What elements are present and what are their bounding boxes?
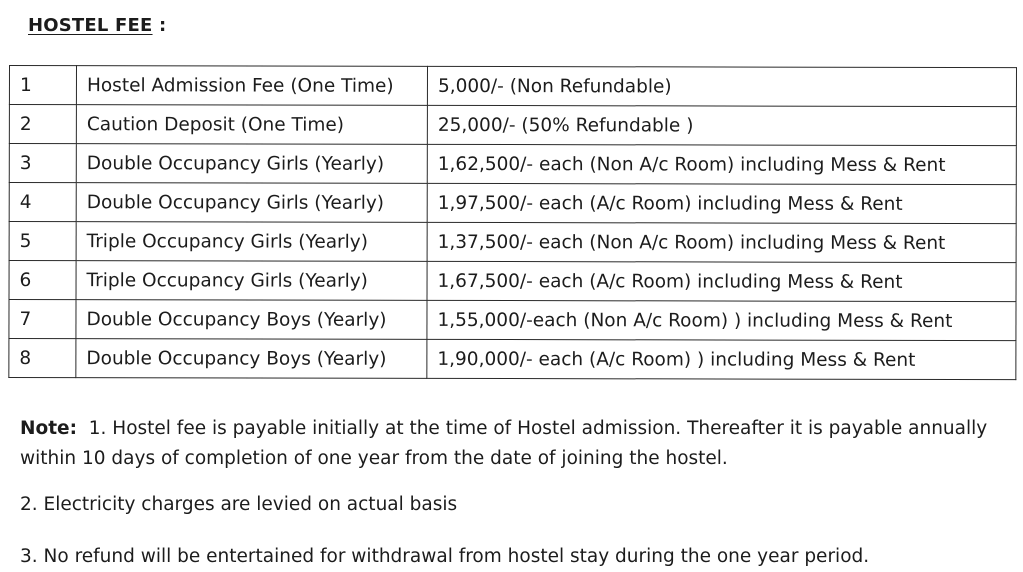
note-label: Note: bbox=[20, 418, 77, 439]
table-row bbox=[9, 300, 1016, 341]
table-row bbox=[9, 339, 1016, 380]
fee-amount: 5,000/- (Non Refundable) bbox=[427, 66, 1016, 106]
serial-number: 8 bbox=[9, 339, 76, 378]
fee-item: Double Occupancy Boys (Yearly) bbox=[76, 300, 427, 340]
table-row bbox=[9, 105, 1016, 146]
note-point-3: 3. No refund will be entertained for withdrawal from hostel stay during the one year period. bbox=[20, 546, 870, 567]
fee-item: Hostel Admission Fee (One Time) bbox=[76, 66, 427, 106]
note-point-1: 1. Hostel fee is payable initially at the time of Hostel admission. Thereafter it is payable annually within 10 days of completion of one year from the date of joining the hostel. bbox=[20, 418, 988, 469]
serial-number: 5 bbox=[9, 222, 76, 261]
page-heading bbox=[28, 15, 166, 36]
fee-amount: 1,97,500/- each (A/c Room) including Mess & Rent bbox=[427, 183, 1016, 223]
note-paragraph bbox=[20, 414, 1010, 474]
fee-item: Triple Occupancy Girls (Yearly) bbox=[76, 222, 427, 262]
title-colon: : bbox=[152, 15, 167, 36]
serial-number: 7 bbox=[9, 300, 76, 339]
fee-amount: 1,62,500/- each (Non A/c Room) including Mess & Rent bbox=[427, 144, 1016, 184]
fee-amount: 1,55,000/-each (Non A/c Room) ) including Mess & Rent bbox=[427, 300, 1016, 340]
serial-number: 2 bbox=[9, 105, 76, 144]
serial-number: 1 bbox=[9, 66, 76, 105]
table-row bbox=[9, 66, 1016, 107]
fee-amount: 1,90,000/- each (A/c Room) ) including Mess & Rent bbox=[427, 339, 1016, 379]
fee-amount: 1,67,500/- each (A/c Room) including Mess & Rent bbox=[427, 261, 1016, 301]
serial-number: 4 bbox=[9, 183, 76, 222]
table-row bbox=[9, 183, 1016, 224]
fee-amount: 25,000/- (50% Refundable ) bbox=[427, 105, 1016, 145]
serial-number: 6 bbox=[9, 261, 76, 300]
page-title: HOSTEL FEE bbox=[28, 15, 153, 36]
hostel-fee-table bbox=[8, 65, 1017, 380]
serial-number: 3 bbox=[9, 144, 76, 183]
fee-amount: 1,37,500/- each (Non A/c Room) including Mess & Rent bbox=[427, 222, 1016, 262]
table-row bbox=[9, 222, 1016, 263]
fee-item: Double Occupancy Girls (Yearly) bbox=[76, 183, 427, 223]
table-row bbox=[9, 261, 1016, 302]
fee-item: Caution Deposit (One Time) bbox=[76, 105, 427, 145]
table-row bbox=[9, 144, 1016, 185]
fee-item: Double Occupancy Girls (Yearly) bbox=[76, 144, 427, 184]
fee-item: Triple Occupancy Girls (Yearly) bbox=[76, 261, 427, 301]
note-point-2: 2. Electricity charges are levied on actual basis bbox=[20, 494, 458, 515]
fee-item: Double Occupancy Boys (Yearly) bbox=[76, 339, 427, 379]
